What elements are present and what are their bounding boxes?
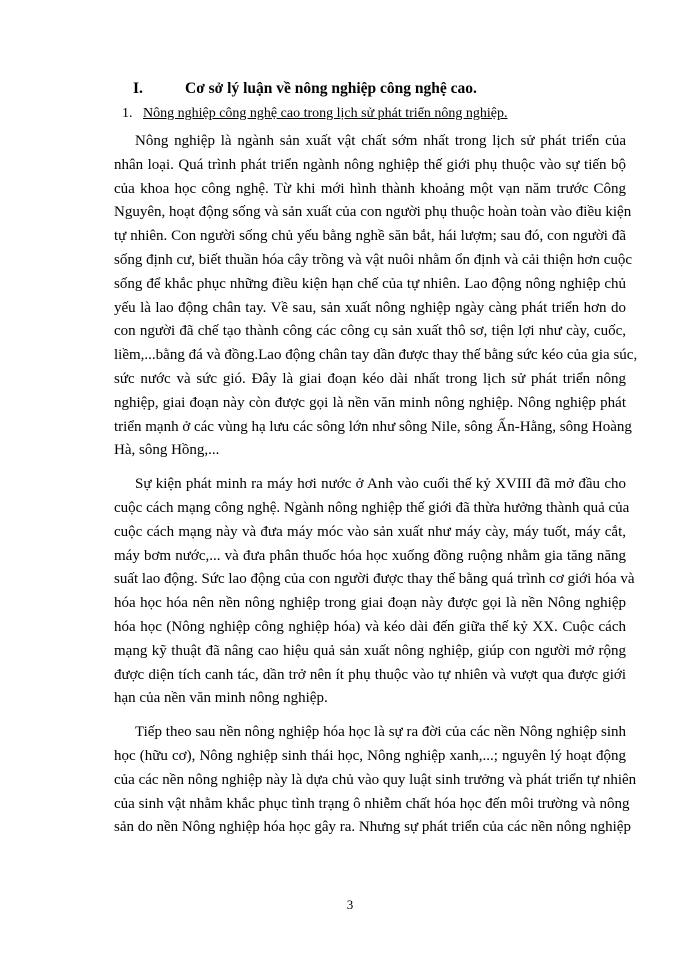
- paragraph-line: hạn của nền văn minh nông nghiệp.: [114, 690, 328, 707]
- paragraph-line: nhân loại. Quá trình phát triển ngành nông nghiệp thế giới phụ thuộc vào sự tiến bộ: [114, 156, 626, 173]
- subsection-title: Nông nghiệp công nghệ cao trong lịch sử phát triển nông nghiệp.: [143, 106, 508, 121]
- paragraph-line: Tiếp theo sau nền nông nghiệp hóa học là sự ra đời của các nền Nông nghiệp sinh: [135, 724, 626, 741]
- paragraph-line: cuộc cách mạng công nghệ. Ngành nông nghiệp thế giới đã thừa hưởng thành quả của: [114, 499, 630, 516]
- paragraph: [114, 130, 638, 463]
- paragraph-line: yếu là lao động chân tay. Về sau, sản xuất nông nghiệp ngày càng phát triển hơn do: [114, 299, 626, 316]
- paragraph-line: hóa học hóa nên nền nông nghiệp trong giai đoạn này được gọi là nền Nông nghiệp: [114, 595, 626, 612]
- paragraph: [114, 473, 635, 711]
- paragraph: [114, 721, 637, 840]
- paragraph-line: suất lao động. Sức lao động của con người được thay thế bằng quá trình cơ giới hóa và: [114, 571, 635, 588]
- paragraph-line: mạng kỹ thuật đã nâng cao hiệu quả sản xuất nông nghiệp, giúp con người mở rộng: [114, 642, 626, 659]
- paragraph-line: tự nhiên. Con người sống chủ yếu bằng nghề săn bắt, hái lượm; sau đó, con người đã: [114, 228, 626, 245]
- paragraph-line: con người đã chế tạo thành công các công cụ sản xuất thô sơ, tiện lợi như cày, cuốc,: [114, 323, 626, 340]
- paragraph-line: của sinh vật nhằm khắc phục tình trạng ô nhiễm chất hóa học đến môi trường và nông: [114, 795, 630, 812]
- paragraph-line: triển mạnh ở các vùng hạ lưu các sông lớn như sông Nile, sông Ấn-Hằng, sông Hoàng: [114, 418, 632, 435]
- paragraph-line: máy bơm nước,... và đưa phân thuốc hóa học xuống đồng ruộng nhằm gia tăng năng: [114, 547, 626, 564]
- subsection-heading: [122, 106, 508, 122]
- subsection-number: 1.: [122, 106, 133, 121]
- paragraph-line: liềm,...bằng đá và đồng.Lao động chân tay dần được thay thế bằng sức kéo của gia súc,: [114, 347, 638, 364]
- paragraph-line: Nông nghiệp là ngành sản xuất vật chất sớm nhất trong lịch sử phát triển của: [135, 133, 626, 149]
- paragraph-line: sống định cư, biết thuần hóa cây trồng và vật nuôi nhằm ổn định và cải thiện hơn cuộc: [114, 251, 633, 268]
- paragraph-line: Sự kiện phát minh ra máy hơi nước ở Anh vào cuối thế kỷ XVIII đã mở đầu cho: [135, 476, 626, 493]
- paragraph-line: của khoa học công nghệ. Từ khi mới hình thành khoảng một vạn năm trước Công: [114, 180, 626, 197]
- paragraph-line: được diện tích canh tác, dần trở nên ít phụ thuộc vào tự nhiên và vượt qua được giới: [114, 666, 626, 683]
- section-title: Cơ sở lý luận về nông nghiệp công nghệ cao.: [185, 80, 477, 97]
- paragraph-line: sức nước và sức gió. Đây là giai đoạn kéo dài nhất trong lịch sử phát triển nông: [114, 370, 626, 387]
- section-heading: [133, 80, 477, 98]
- paragraph-line: cuộc cách mạng này và đưa máy móc vào sản xuất như máy cày, máy tuốt, máy cắt,: [114, 523, 626, 540]
- body-text: [114, 130, 638, 850]
- paragraph-line: Hà, sông Hồng,...: [114, 442, 220, 459]
- paragraph-line: Nguyên, hoạt động sống và sản xuất của con người phụ thuộc hoàn toàn vào điều kiện: [114, 204, 632, 221]
- page-number: 3: [346, 897, 354, 912]
- paragraph-line: học (hữu cơ), Nông nghiệp sinh thái học, Nông nghiệp xanh,...; nguyên lý hoạt động: [114, 747, 626, 764]
- paragraph-line: của các nền nông nghiệp này là dựa chủ vào quy luật sinh trưởng và phát triển tự nhiên: [114, 771, 637, 788]
- paragraph-line: sống để khắc phục những điều kiện hạn chế của tự nhiên. Lao động nông nghiệp chủ: [114, 275, 626, 292]
- paragraph-line: sản do nền Nông nghiệp hóa học gây ra. Nhưng sự phát triển của các nền nông nghiệp: [114, 819, 631, 836]
- section-number: I.: [133, 80, 143, 97]
- paragraph-line: nghiệp, giai đoạn này còn được gọi là nền văn minh nông nghiệp. Nông nghiệp phát: [114, 394, 626, 411]
- paragraph-line: hóa học (Nông nghiệp công nghiệp hóa) và kéo dài đến giữa thế kỷ XX. Cuộc cách: [114, 618, 626, 635]
